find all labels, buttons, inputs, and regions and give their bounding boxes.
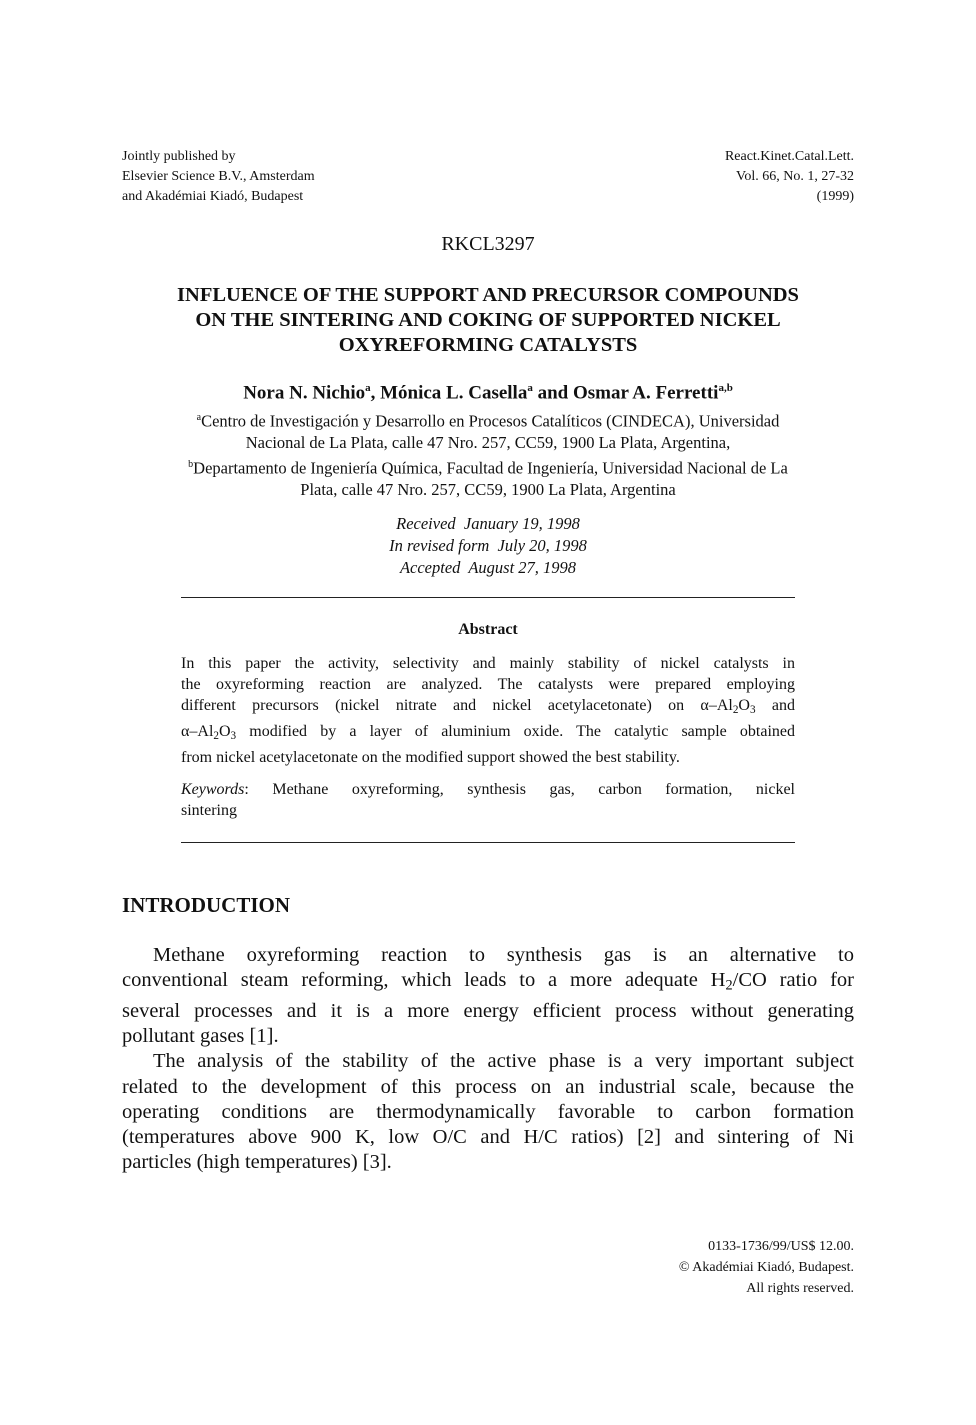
footer-line: All rights reserved. [746,1281,854,1296]
received-date: Received January 19, 1998 [396,514,580,533]
journal-line: React.Kinet.Catal.Lett. [724,149,854,164]
journal-line: (1999) [816,189,854,204]
keywords [181,779,795,821]
body-line: pollutant gases [1]. [122,1025,279,1048]
affil-text: Nacional de La Plata, calle 47 Nro. 257, CC59, 1900 La Plata, Argentina, [245,433,731,452]
affil-text: Plata, calle 47 Nro. 257, CC59, 1900 La Plata, Argentina [300,479,676,499]
abstract-line: from nickel acetylacetonate on the modified support showed the best stability. [181,749,680,767]
paper-title [120,283,856,358]
title-line: OXYREFORMING CATALYSTS [338,334,638,356]
abstract-line: In this paper the activity, selectivity and mainly stability of nickel catalysts in [181,655,795,672]
publisher-line: and Akadémiai Kiadó, Budapest [122,189,304,204]
abstract-line: $\alpha-Al_2O_3$ modified by a layer of aluminium oxide. The catalytic sample obtained [181,723,795,743]
section-heading: INTRODUCTION [122,893,291,917]
title-line: INFLUENCE OF THE SUPPORT AND PRECURSOR COMPOUNDS [177,284,799,306]
abstract-heading: Abstract [458,621,518,638]
body-line: (temperatures above 900 K, low O/C and H/C ratios) [2] and sintering of Ni [122,1126,854,1148]
keywords-line: Keywords: Methane oxyreforming, synthesis gas, carbon formation, nickel [181,781,795,798]
title-line: ON THE SINTERING AND COKING OF SUPPORTED NICKEL [195,309,781,331]
affiliations [120,407,856,500]
body-line: The analysis of the stability of the active phase is a very important subject [153,1050,854,1073]
footer-line: © Akadémiai Kiadó, Budapest. [678,1260,854,1275]
affiliation-a [120,407,856,432]
revised-date: In revised form July 20, 1998 [389,536,587,555]
body-line: Methane oxyreforming reaction to synthesis gas is an alternative to [153,944,854,966]
publisher-info [122,147,442,207]
affil-mark: a [196,412,202,423]
body-line: conventional steam reforming, which leads to a more adequate $H_2/CO$ ratio for [122,969,854,994]
abstract-top-rule [181,597,795,598]
author-affil-mark: a [527,382,533,394]
introduction-body [122,943,854,1175]
journal-line: Vol. 66, No. 1, 27-32 [736,169,854,184]
abstract-line: different precursors (nickel nitrate and nickel acetylacetonate) on $\alpha-Al_2O_3$ and [181,697,796,717]
affiliation-b [120,454,856,479]
author-name: Mónica L. Casella [380,382,528,404]
publisher-line: Elsevier Science B.V., Amsterdam [122,169,315,184]
body-line: several processes and it is a more energy efficient process without generating [122,999,854,1022]
body-line: operating conditions are thermodynamically favorable to carbon formation [122,1100,854,1123]
abstract-bottom-rule [181,842,795,843]
author-name: Osmar A. Ferretti [572,382,719,404]
abstract-line: the oxyreforming reaction are analyzed. The catalysts were prepared employing [181,676,795,694]
body-line: particles (high temperatures) [3]. [122,1151,392,1174]
copyright-footer [560,1236,854,1299]
keywords-line: sintering [181,802,237,820]
publisher-line: Jointly published by [122,149,236,164]
affil-text: Centro de Investigación y Desarrollo en Procesos Catalíticos (CINDECA), Universidad [201,411,780,431]
submission-dates [0,513,976,579]
affil-mark: b [188,458,194,470]
author-separator: , [370,382,381,404]
abstract-body [181,653,795,769]
affil-text: Departamento de Ingeniería Química, Facultad de Ingeniería, Universidad Nacional de La [193,458,788,477]
journal-citation [600,147,854,207]
footer-line: 0133-1736/99/US$ 12.00. [708,1239,854,1254]
author-name: Nora N. Nichio [243,382,366,404]
author-affil-mark: a [365,382,371,394]
author-affil-mark: a,b [718,382,733,394]
keywords-label: Keywords [181,781,245,798]
accepted-date: Accepted August 27, 1998 [399,558,577,577]
body-line: related to the development of this process on an industrial scale, because the [122,1075,854,1098]
author-list [120,382,856,404]
article-code: RKCL3297 [441,233,535,255]
author-separator: and [532,382,573,404]
